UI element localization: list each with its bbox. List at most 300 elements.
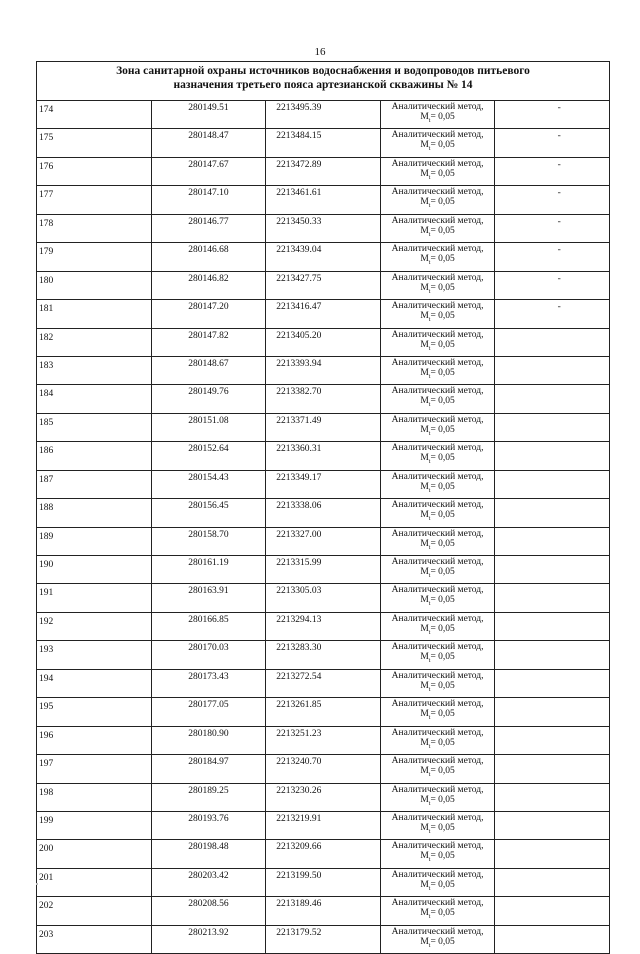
accuracy-symbol: M	[420, 254, 429, 265]
x-coordinate-cell: 280156.45	[151, 499, 266, 527]
accuracy-number: = 0,05	[430, 112, 455, 122]
y-coordinate-cell: 2213427.75	[266, 271, 381, 299]
method-cell	[380, 868, 495, 896]
accuracy-number: = 0,05	[430, 851, 455, 862]
accuracy-value	[381, 880, 495, 894]
accuracy-value	[381, 425, 495, 439]
accuracy-number: = 0,05	[430, 652, 455, 663]
table-row	[37, 101, 610, 129]
extra-cell	[495, 669, 610, 697]
accuracy-symbol: M	[420, 908, 429, 919]
accuracy-symbol: M	[420, 766, 429, 777]
accuracy-value	[381, 652, 495, 666]
extra-cell	[495, 243, 610, 271]
table-row	[37, 243, 610, 271]
method-cell	[380, 470, 495, 498]
method-cell	[380, 214, 495, 242]
extra-cell	[495, 641, 610, 669]
table-row	[37, 186, 610, 214]
method-name: Аналитический метод,	[391, 557, 484, 567]
accuracy-number: = 0,05	[430, 367, 455, 378]
accuracy-number: = 0,05	[430, 282, 455, 293]
x-coordinate-cell: 280147.20	[151, 300, 266, 328]
accuracy-value	[381, 169, 495, 183]
y-coordinate-cell: 2213416.47	[266, 300, 381, 328]
table-row	[37, 584, 610, 612]
point-number-cell: 186	[37, 442, 152, 470]
method-cell	[380, 129, 495, 157]
accuracy-symbol: M	[420, 623, 429, 634]
method-name: Аналитический метод,	[391, 102, 484, 112]
accuracy-value	[381, 908, 495, 922]
extra-cell	[495, 413, 610, 441]
extra-cell	[495, 470, 610, 498]
x-coordinate-cell: 280198.48	[151, 840, 266, 868]
accuracy-number: = 0,05	[430, 510, 455, 521]
method-name: Аналитический метод,	[391, 727, 484, 738]
method-name: Аналитический метод,	[391, 443, 484, 454]
point-number-cell: 183	[37, 356, 152, 384]
table-row	[37, 556, 610, 584]
accuracy-symbol: M	[420, 737, 429, 748]
accuracy-subscript: t	[428, 288, 431, 295]
y-coordinate-cell: 2213283.30	[266, 641, 381, 669]
point-number-cell: 182	[37, 328, 152, 356]
point-number-cell: 192	[37, 612, 152, 640]
x-coordinate-cell: 280146.77	[151, 214, 266, 242]
point-number-cell: 199	[37, 811, 152, 839]
accuracy-symbol: M	[420, 481, 429, 492]
y-coordinate-cell: 2213315.99	[266, 556, 381, 584]
accuracy-symbol: M	[420, 680, 429, 691]
accuracy-value	[381, 140, 495, 154]
accuracy-number: = 0,05	[430, 140, 455, 151]
table-row	[37, 868, 610, 896]
accuracy-value	[381, 595, 495, 609]
table-row	[37, 726, 610, 754]
x-coordinate-cell: 280170.03	[151, 641, 266, 669]
accuracy-subscript: t	[428, 146, 431, 153]
method-cell	[380, 556, 495, 584]
table-row	[37, 442, 610, 470]
point-number-cell: 174	[37, 101, 152, 129]
y-coordinate-cell: 2213439.04	[266, 243, 381, 271]
accuracy-number: = 0,05	[430, 254, 455, 265]
accuracy-value	[381, 197, 495, 211]
extra-cell	[495, 698, 610, 726]
table-row	[37, 470, 610, 498]
method-cell	[380, 157, 495, 185]
y-coordinate-cell: 2213251.23	[266, 726, 381, 754]
extra-cell	[495, 214, 610, 242]
point-number-cell: 198	[37, 783, 152, 811]
extra-cell	[495, 925, 610, 953]
accuracy-number: = 0,05	[430, 424, 455, 435]
accuracy-symbol: M	[420, 453, 429, 464]
method-cell	[380, 783, 495, 811]
accuracy-symbol: M	[420, 794, 429, 805]
y-coordinate-cell: 2213327.00	[266, 527, 381, 555]
accuracy-subscript: t	[428, 885, 431, 892]
accuracy-number: = 0,05	[430, 481, 455, 492]
y-coordinate-cell: 2213240.70	[266, 755, 381, 783]
extra-cell	[495, 157, 610, 185]
method-name: Аналитический метод,	[391, 812, 484, 823]
accuracy-value	[381, 766, 495, 780]
point-number-cell: 200	[37, 840, 152, 868]
method-cell	[380, 925, 495, 953]
method-cell	[380, 413, 495, 441]
method-cell	[380, 840, 495, 868]
method-name: Аналитический метод,	[391, 471, 484, 482]
x-coordinate-cell: 280193.76	[151, 811, 266, 839]
dash-mark: -	[557, 302, 561, 313]
accuracy-subscript: t	[428, 345, 431, 352]
method-cell	[380, 499, 495, 527]
accuracy-subscript: t	[428, 771, 431, 778]
extra-cell	[495, 129, 610, 157]
y-coordinate-cell: 2213305.03	[266, 584, 381, 612]
method-name: Аналитический метод,	[391, 670, 484, 681]
extra-cell	[495, 300, 610, 328]
table-row	[37, 840, 610, 868]
accuracy-number: = 0,05	[430, 623, 455, 634]
accuracy-number: = 0,05	[430, 766, 455, 777]
y-coordinate-cell: 2213294.13	[266, 612, 381, 640]
accuracy-subscript: t	[428, 459, 431, 466]
table-row	[37, 413, 610, 441]
dash-mark: -	[557, 216, 561, 227]
x-coordinate-cell: 280208.56	[151, 897, 266, 925]
x-coordinate-cell: 280154.43	[151, 470, 266, 498]
accuracy-value	[381, 254, 495, 268]
accuracy-subscript: t	[428, 117, 431, 124]
method-name: Аналитический метод,	[391, 528, 484, 539]
accuracy-value	[381, 567, 495, 581]
y-coordinate-cell: 2213360.31	[266, 442, 381, 470]
table-row	[37, 698, 610, 726]
method-name: Аналитический метод,	[391, 301, 484, 312]
y-coordinate-cell: 2213189.46	[266, 897, 381, 925]
accuracy-symbol: M	[420, 936, 429, 947]
accuracy-symbol: M	[420, 339, 429, 350]
table-row	[37, 755, 610, 783]
extra-cell	[495, 186, 610, 214]
x-coordinate-cell: 280213.92	[151, 925, 266, 953]
accuracy-subscript: t	[428, 316, 431, 323]
accuracy-value	[381, 738, 495, 752]
point-number-cell: 180	[37, 271, 152, 299]
point-number-cell: 191	[37, 584, 152, 612]
point-number-cell: 181	[37, 300, 152, 328]
point-number-cell: 179	[37, 243, 152, 271]
point-number-cell: 188	[37, 499, 152, 527]
method-cell	[380, 641, 495, 669]
x-coordinate-cell: 280151.08	[151, 413, 266, 441]
accuracy-symbol: M	[420, 311, 429, 322]
accuracy-subscript: t	[428, 914, 431, 921]
x-coordinate-cell: 280147.82	[151, 328, 266, 356]
table-row	[37, 385, 610, 413]
method-cell	[380, 527, 495, 555]
x-coordinate-cell: 280180.90	[151, 726, 266, 754]
accuracy-value	[381, 112, 495, 126]
accuracy-subscript: t	[428, 743, 431, 750]
y-coordinate-cell: 2213230.26	[266, 783, 381, 811]
method-name: Аналитический метод,	[391, 613, 484, 624]
table-row	[37, 499, 610, 527]
method-cell	[380, 300, 495, 328]
accuracy-subscript: t	[428, 828, 431, 835]
accuracy-value	[381, 851, 495, 865]
table-row	[37, 300, 610, 328]
method-cell	[380, 271, 495, 299]
x-coordinate-cell: 280161.19	[151, 556, 266, 584]
accuracy-subscript: t	[428, 174, 431, 181]
method-name: Аналитический метод,	[391, 869, 484, 880]
method-cell	[380, 356, 495, 384]
y-coordinate-cell: 2213272.54	[266, 669, 381, 697]
accuracy-subscript: t	[428, 487, 431, 494]
method-name: Аналитический метод,	[391, 756, 484, 767]
accuracy-subscript: t	[428, 601, 431, 608]
point-number-cell: 178	[37, 214, 152, 242]
x-coordinate-cell: 280152.64	[151, 442, 266, 470]
accuracy-value	[381, 681, 495, 695]
table-row	[37, 925, 610, 953]
table-row	[37, 271, 610, 299]
accuracy-value	[381, 624, 495, 638]
accuracy-subscript: t	[428, 800, 431, 807]
accuracy-number: = 0,05	[430, 567, 455, 577]
accuracy-value	[381, 368, 495, 382]
y-coordinate-cell: 2213179.52	[266, 925, 381, 953]
extra-cell	[495, 840, 610, 868]
accuracy-symbol: M	[420, 538, 429, 549]
point-number-cell: 175	[37, 129, 152, 157]
accuracy-subscript: t	[428, 516, 431, 523]
x-coordinate-cell: 280173.43	[151, 669, 266, 697]
method-name: Аналитический метод,	[391, 500, 484, 511]
point-number-cell: 202	[37, 897, 152, 925]
accuracy-symbol: M	[420, 197, 429, 208]
extra-cell	[495, 897, 610, 925]
x-coordinate-cell: 280166.85	[151, 612, 266, 640]
method-name: Аналитический метод,	[391, 585, 484, 596]
point-number-cell: 197	[37, 755, 152, 783]
scan-speck	[36, 883, 38, 885]
x-coordinate-cell: 280146.68	[151, 243, 266, 271]
dash-mark: -	[557, 131, 561, 142]
accuracy-value	[381, 396, 495, 410]
table-row	[37, 527, 610, 555]
accuracy-subscript: t	[428, 544, 431, 551]
y-coordinate-cell: 2213461.61	[266, 186, 381, 214]
point-number-cell: 190	[37, 556, 152, 584]
extra-cell	[495, 612, 610, 640]
accuracy-subscript: t	[428, 658, 431, 665]
accuracy-value	[381, 539, 495, 553]
accuracy-value	[381, 311, 495, 325]
accuracy-symbol: M	[420, 367, 429, 378]
point-number-cell: 201	[37, 868, 152, 896]
method-cell	[380, 101, 495, 129]
table-row	[37, 328, 610, 356]
x-coordinate-cell: 280184.97	[151, 755, 266, 783]
extra-cell	[495, 385, 610, 413]
accuracy-value	[381, 709, 495, 723]
method-cell	[380, 726, 495, 754]
method-cell	[380, 584, 495, 612]
accuracy-number: = 0,05	[430, 197, 455, 208]
table-title-row	[37, 62, 610, 101]
x-coordinate-cell: 280149.76	[151, 385, 266, 413]
accuracy-number: = 0,05	[430, 709, 455, 720]
method-name: Аналитический метод,	[391, 329, 484, 340]
accuracy-subscript: t	[428, 203, 431, 210]
accuracy-number: = 0,05	[430, 680, 455, 691]
y-coordinate-cell: 2213261.85	[266, 698, 381, 726]
table-row	[37, 669, 610, 697]
accuracy-value	[381, 482, 495, 496]
x-coordinate-cell: 280147.67	[151, 157, 266, 185]
extra-cell	[495, 527, 610, 555]
dash-mark: -	[557, 188, 561, 199]
method-cell	[380, 897, 495, 925]
x-coordinate-cell: 280148.47	[151, 129, 266, 157]
method-cell	[380, 328, 495, 356]
x-coordinate-cell: 280146.82	[151, 271, 266, 299]
table-row	[37, 129, 610, 157]
point-number-cell: 177	[37, 186, 152, 214]
accuracy-number: = 0,05	[430, 339, 455, 350]
accuracy-subscript: t	[428, 942, 431, 949]
y-coordinate-cell: 2213405.20	[266, 328, 381, 356]
x-coordinate-cell: 280163.91	[151, 584, 266, 612]
point-number-cell: 194	[37, 669, 152, 697]
accuracy-symbol: M	[420, 225, 429, 236]
x-coordinate-cell: 280189.25	[151, 783, 266, 811]
method-cell	[380, 811, 495, 839]
method-name: Аналитический метод,	[391, 926, 484, 937]
method-name: Аналитический метод,	[391, 898, 484, 909]
table-row	[37, 157, 610, 185]
accuracy-symbol: M	[420, 510, 429, 521]
method-name: Аналитический метод,	[391, 187, 484, 198]
point-number-cell: 187	[37, 470, 152, 498]
accuracy-subscript: t	[428, 572, 431, 579]
accuracy-value	[381, 340, 495, 354]
point-number-cell: 189	[37, 527, 152, 555]
method-name: Аналитический метод,	[391, 357, 484, 368]
y-coordinate-cell: 2213349.17	[266, 470, 381, 498]
x-coordinate-cell: 280203.42	[151, 868, 266, 896]
x-coordinate-cell: 280158.70	[151, 527, 266, 555]
point-number-cell: 195	[37, 698, 152, 726]
y-coordinate-cell: 2213393.94	[266, 356, 381, 384]
table-title	[37, 62, 610, 101]
table-row	[37, 356, 610, 384]
accuracy-subscript: t	[428, 231, 431, 238]
x-coordinate-cell: 280147.10	[151, 186, 266, 214]
method-name: Аналитический метод,	[391, 784, 484, 795]
accuracy-symbol: M	[420, 112, 429, 122]
extra-cell	[495, 356, 610, 384]
y-coordinate-cell: 2213495.39	[266, 101, 381, 129]
extra-cell	[495, 556, 610, 584]
extra-cell	[495, 442, 610, 470]
method-cell	[380, 669, 495, 697]
accuracy-number: = 0,05	[430, 595, 455, 606]
extra-cell	[495, 499, 610, 527]
method-cell	[380, 698, 495, 726]
extra-cell	[495, 783, 610, 811]
method-name: Аналитический метод,	[391, 642, 484, 653]
accuracy-number: = 0,05	[430, 168, 455, 179]
accuracy-symbol: M	[420, 140, 429, 151]
method-name: Аналитический метод,	[391, 158, 484, 169]
accuracy-symbol: M	[420, 851, 429, 862]
accuracy-symbol: M	[420, 709, 429, 720]
accuracy-symbol: M	[420, 396, 429, 407]
accuracy-symbol: M	[420, 424, 429, 435]
accuracy-number: = 0,05	[430, 737, 455, 748]
table-row	[37, 641, 610, 669]
extra-cell	[495, 755, 610, 783]
accuracy-symbol: M	[420, 652, 429, 663]
accuracy-number: = 0,05	[430, 538, 455, 549]
method-name: Аналитический метод,	[391, 215, 484, 226]
method-name: Аналитический метод,	[391, 272, 484, 283]
accuracy-number: = 0,05	[430, 936, 455, 947]
point-number-cell: 203	[37, 925, 152, 953]
accuracy-value	[381, 510, 495, 524]
accuracy-symbol: M	[420, 595, 429, 606]
method-name: Аналитический метод,	[391, 386, 484, 397]
extra-cell	[495, 271, 610, 299]
point-number-cell: 196	[37, 726, 152, 754]
table-row	[37, 214, 610, 242]
method-cell	[380, 755, 495, 783]
x-coordinate-cell: 280177.05	[151, 698, 266, 726]
y-coordinate-cell: 2213450.33	[266, 214, 381, 242]
accuracy-symbol: M	[420, 168, 429, 179]
method-cell	[380, 385, 495, 413]
table-title-line-2: назначения третьего пояса артезианской скважины № 14	[173, 79, 473, 91]
table-row	[37, 612, 610, 640]
accuracy-subscript: t	[428, 715, 431, 722]
accuracy-symbol: M	[420, 282, 429, 293]
method-name: Аналитический метод,	[391, 244, 484, 255]
dash-mark: -	[557, 245, 561, 256]
y-coordinate-cell: 2213484.15	[266, 129, 381, 157]
accuracy-subscript: t	[428, 857, 431, 864]
accuracy-subscript: t	[428, 430, 431, 437]
accuracy-symbol: M	[420, 822, 429, 833]
extra-cell	[495, 328, 610, 356]
accuracy-number: = 0,05	[430, 453, 455, 464]
table-row	[37, 811, 610, 839]
y-coordinate-cell: 2213472.89	[266, 157, 381, 185]
coordinates-table	[36, 61, 610, 954]
method-name: Аналитический метод,	[391, 414, 484, 425]
table-row	[37, 783, 610, 811]
accuracy-value	[381, 226, 495, 240]
accuracy-subscript: t	[428, 260, 431, 267]
accuracy-value	[381, 795, 495, 809]
accuracy-number: = 0,05	[430, 879, 455, 890]
point-number-cell: 193	[37, 641, 152, 669]
